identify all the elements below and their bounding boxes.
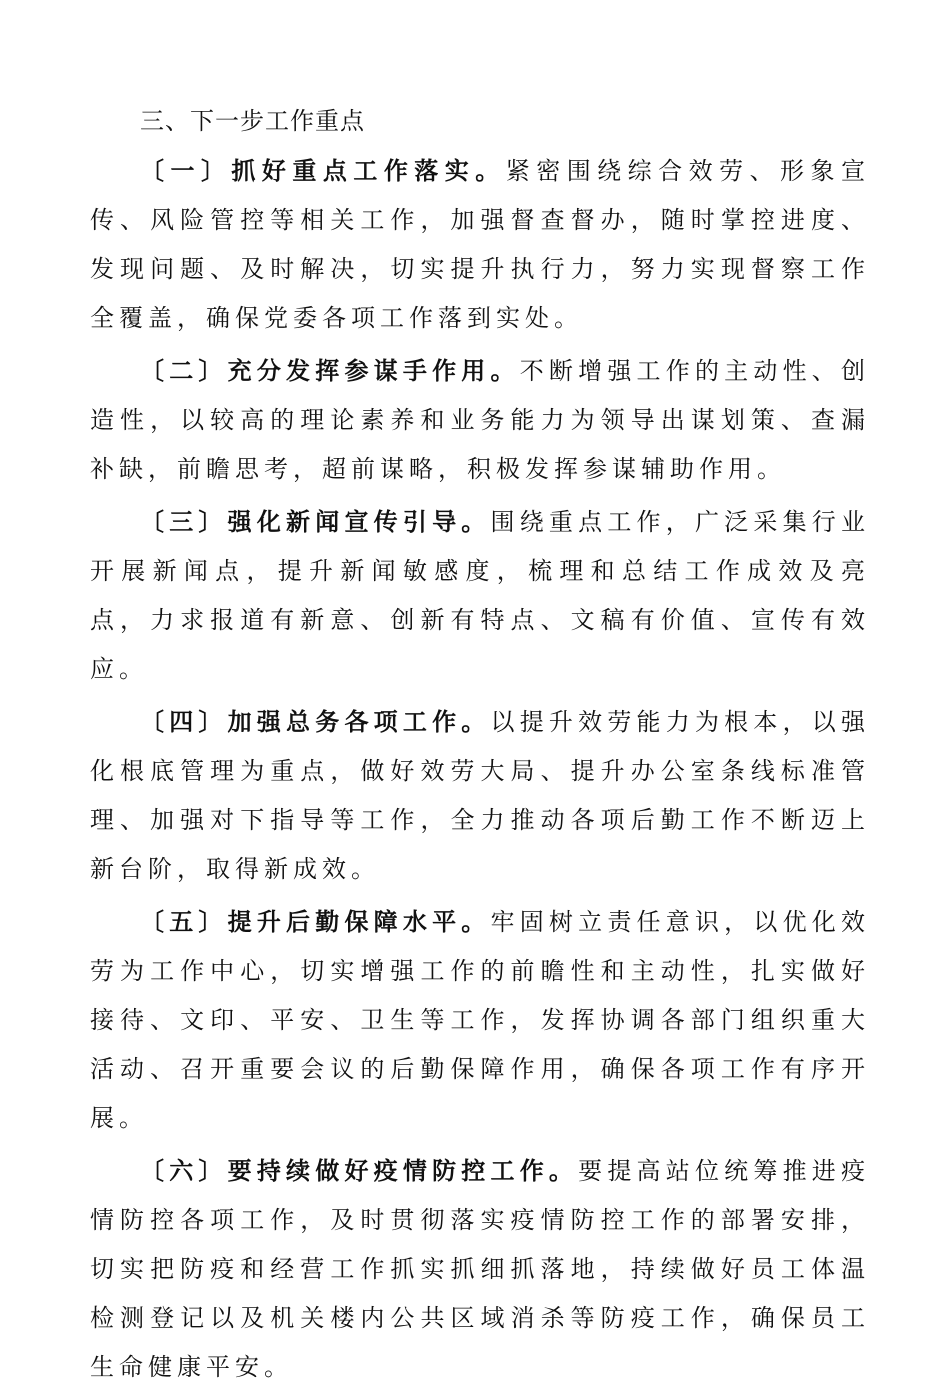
paragraph-2 [90,346,870,494]
paragraph-5 [90,897,870,1143]
paragraph-lead: 〔四〕加强总务各项工作。 [140,707,491,736]
paragraph-lead: 〔六〕要持续做好疫情防控工作。 [140,1156,579,1185]
paragraph-lead: 〔三〕强化新闻宣传引导。 [140,507,491,536]
paragraph-lead: 〔二〕充分发挥参谋手作用。 [140,356,520,385]
document-body [90,96,870,1395]
paragraph-lead: 〔一〕抓好重点工作落实。 [140,156,506,185]
paragraph-1 [90,146,870,343]
paragraph-body: 要提高站位统筹推进疫情防控各项工作，及时贯彻落实疫情防控工作的部署安排，切实把防疫和经营工作抓实抓细抓落地，持续做好员工体温检测登记以及机关楼内公共区域消杀等防疫工作，确保员工生命健康平安。 [90,1157,870,1381]
paragraph-body: 不断增强工作的主动性、创造性，以较高的理论素养和业务能力为领导出谋划策、查漏补缺，前瞻思考，超前谋略，积极发挥参谋辅助作用。 [90,357,871,483]
paragraph-body: 紧密围绕综合效劳、形象宣传、风险管控等相关工作，加强督查督办，随时掌控进度、发现问题、及时解决，切实提升执行力，努力实现督察工作全覆盖，确保党委各项工作落到实处。 [90,157,871,332]
paragraph-body: 以提升效劳能力为根本，以强化根底管理为重点，做好效劳大局、提升办公室条线标准管理、加强对下指导等工作，全力推动各项后勤工作不断迈上新台阶，取得新成效。 [90,708,870,883]
paragraph-4 [90,697,870,894]
paragraph-body: 围绕重点工作，广泛采集行业开展新闻点，提升新闻敏感度，梳理和总结工作成效及亮点，力求报道有新意、创新有特点、文稿有价值、宣传有效应。 [90,508,870,683]
paragraph-lead: 〔五〕提升后勤保障水平。 [140,907,491,936]
paragraph-body: 牢固树立责任意识，以优化效劳为工作中心，切实增强工作的前瞻性和主动性，扎实做好接待、文印、平安、卫生等工作，发挥协调各部门组织重大活动、召开重要会议的后勤保障作用，确保各项工作有序开展。 [90,908,870,1132]
paragraph-6 [90,1146,870,1392]
paragraph-3 [90,497,870,694]
section-title: 三、下一步工作重点 [140,107,365,135]
